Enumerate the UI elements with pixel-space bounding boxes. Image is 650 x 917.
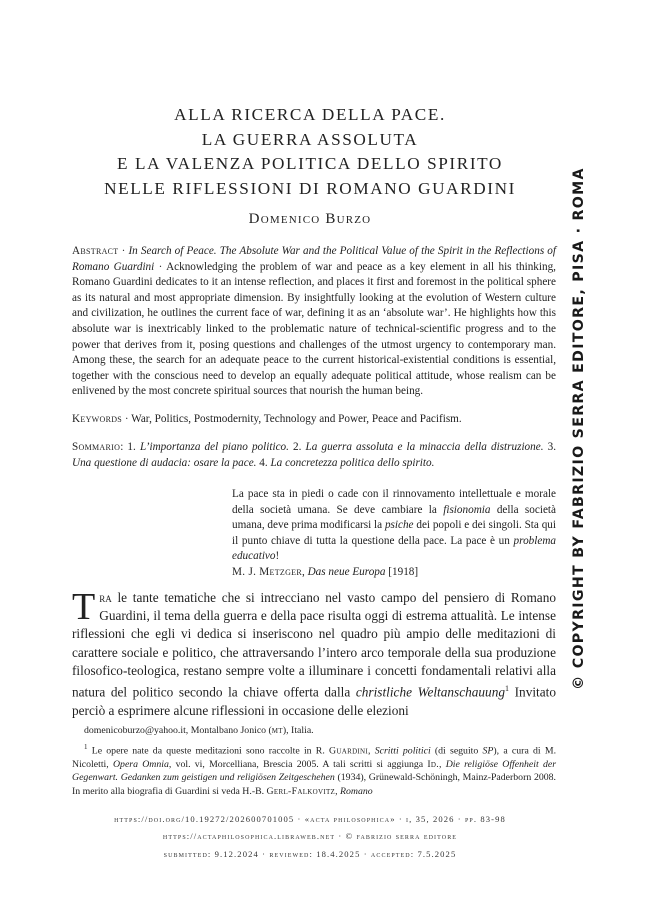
doi-line: https://doi.org/10.19272/202600701005 · «acta philosophica» · i, 35, 2026 · pp. 83-98 (114, 814, 506, 824)
body-paragraph (72, 586, 556, 720)
footnote-text: , (368, 745, 375, 757)
epigraph-year: [1918] (385, 565, 419, 578)
drop-cap: T (72, 586, 96, 628)
footnote-text: , (439, 758, 446, 770)
epigraph-emphasis: fisionomia (443, 503, 491, 516)
footnote-text: Le opere nate da queste meditazioni sono raccolte in R. (87, 745, 330, 757)
abstract-text: Acknowledging the problem of war and peace as a key element in all his thinking, Romano Guardini dedicates to it an intense reflection, and places it first and foremost in the political sphere as its natural and most appropriate dimension. By insightfully looking at the evolution of Western culture and civilization, he outlines the current face of war, defining it as an ‘absolute war’. He highlights how this absolute war is inextricably linked to the problematic nature of technical-scientific progress and to the power that derives from it, posing questions and challenges of the utmost urgency to contemporary man. Among these, the search for an adequate peace to the current historical-existential conditions is essential, together with the conscious need to develop an equally adequate political attitude, whose realism can be enlivened by the most concrete spiritual sources that nourish the human being. (72, 260, 556, 398)
footnote-text: (1934), Grünewald-Schöningh, Mainz-Paderborn 2008. In merito alla biografia di Guardini si veda H.-B. (72, 772, 557, 798)
epigraph-emphasis: problema educativo (232, 534, 556, 563)
summary-item: Una questione di audacia: osare la pace. (72, 456, 257, 469)
keywords-label: Keywords (72, 413, 123, 425)
footnote-author: Gerl-Falkovitz (266, 786, 336, 798)
keywords-text: War, Politics, Postmodernity, Technology and Power, Peace and Pacifism. (131, 413, 462, 425)
title-line: ALLA RICERCA DELLA PACE. (174, 105, 446, 124)
author-place: , Montalbano Jonico ( (185, 725, 272, 736)
footnote-number: 1 (84, 743, 88, 751)
title-line: E LA VALENZA POLITICA DELLO SPIRITO (117, 154, 503, 173)
summary-separator: : (120, 441, 128, 453)
lead-in: ra (99, 590, 112, 605)
abstract (72, 244, 556, 400)
author-place: ), Italia. (282, 725, 314, 736)
footnote-title: SP (482, 745, 494, 757)
author-contact-note (84, 724, 556, 738)
body-text: le tante tematiche che si intrecciano nel vasto campo del pensiero di Romano Guardini, il tema della guerra e della pace risulta oggi di estrema attualità. Le intense riflessioni che egli vi dedica si inseriscono nel quadro più ampio delle meditazioni di carattere sociale e politico, che attraversando l’intero arco temporale della sua produzione filosofico-teologica, restano sempre volte a illuminare i concetti fondamentali relativi alla natura del politico secondo la chiave offerta dalla (72, 590, 556, 700)
footnote-text: , (335, 786, 341, 798)
keywords-separator: · (122, 413, 132, 425)
footnote-text: (di seguito (430, 745, 483, 757)
epigraph-text: dei popoli e dei singoli. Sta qui il punto chiave di tutta la questione della pace. La pace è un (232, 519, 556, 547)
title-line: NELLE RIFLESSIONI DI ROMANO GUARDINI (104, 178, 516, 198)
summary-item: L’importanza del piano politico. (139, 441, 289, 453)
author-name: Domenico Burzo (248, 211, 372, 227)
author-email: domenicoburzo@yahoo.it (84, 725, 186, 736)
summary (72, 440, 556, 471)
footnote-1 (72, 741, 556, 799)
epigraph-separator: , (302, 565, 308, 578)
body-emphasis: christliche Weltanschauung (355, 684, 506, 700)
copyright-watermark: © COPYRIGHT BY FABRIZIO SERRA EDITORE, PISA · ROMA (571, 167, 587, 690)
summary-label: Sommario (72, 441, 121, 453)
epigraph-author: M. J. Metzger (232, 565, 302, 578)
submission-dates-line: submitted: 9.12.2024 · reviewed: 18.4.2025 · accepted: 7.5.2025 (163, 849, 457, 859)
footnote-title: Romano (340, 786, 373, 798)
footnote-title: Opera Omnia (112, 758, 169, 770)
footnote-title: Die religiöse Offenheit der Gegenwart. Gedanken zum geistigen und religiösen Zeitgeschehen (72, 758, 557, 784)
abstract-separator: · (118, 245, 129, 257)
footnote-author: Id. (427, 758, 440, 770)
title-line: LA GUERRA ASSOLUTA (201, 129, 419, 149)
article-title (60, 103, 560, 201)
footnote-text: , vol. vi, Morcelliana, Brescia 2005. A tali scritti si aggiunga (168, 758, 428, 770)
epigraph-attribution (232, 565, 556, 581)
epigraph-text: ! (275, 550, 280, 563)
footnote-marker: 1 (505, 684, 510, 694)
journal-url-line: https://actaphilosophica.libraweb.net · © fabrizio serra editore (162, 831, 458, 841)
epigraph-work: Das neue Europa (307, 565, 386, 578)
summary-item: La guerra assoluta e la minaccia della distruzione. (305, 441, 544, 453)
footnote-text: ), a cura di M. Nicoletti, (72, 745, 557, 770)
abstract-title: In Search of Peace. The Absolute War and the Political Value of the Spirit in the Reflections of Romano Guardini (72, 245, 556, 273)
summary-item-number: 1. (127, 441, 140, 453)
footnote-title: Scritti politici (374, 745, 431, 757)
footnote-author: Guardini (329, 745, 369, 757)
author-place-abbr: mt (271, 725, 283, 736)
body-text: Invitato perciò a esprimere alcune riflessioni in occasione delle elezioni (72, 684, 556, 718)
summary-item-number: 4. (256, 456, 271, 469)
keywords (72, 412, 556, 428)
epigraph-text: della società umana, deve prima modificarsi la (232, 503, 556, 532)
epigraph-text: La pace sta in piedi o cade con il rinnovamento intellettuale e morale della società umana. Se deve cambiare la (232, 488, 556, 516)
summary-item: La concretezza politica dello spirito. (270, 456, 435, 469)
epigraph (232, 487, 556, 581)
abstract-label: Abstract (72, 245, 119, 257)
summary-item-number: 3. (543, 441, 557, 453)
epigraph-emphasis: psiche (384, 519, 414, 532)
abstract-separator: · (154, 260, 167, 273)
summary-item-number: 2. (288, 441, 306, 453)
